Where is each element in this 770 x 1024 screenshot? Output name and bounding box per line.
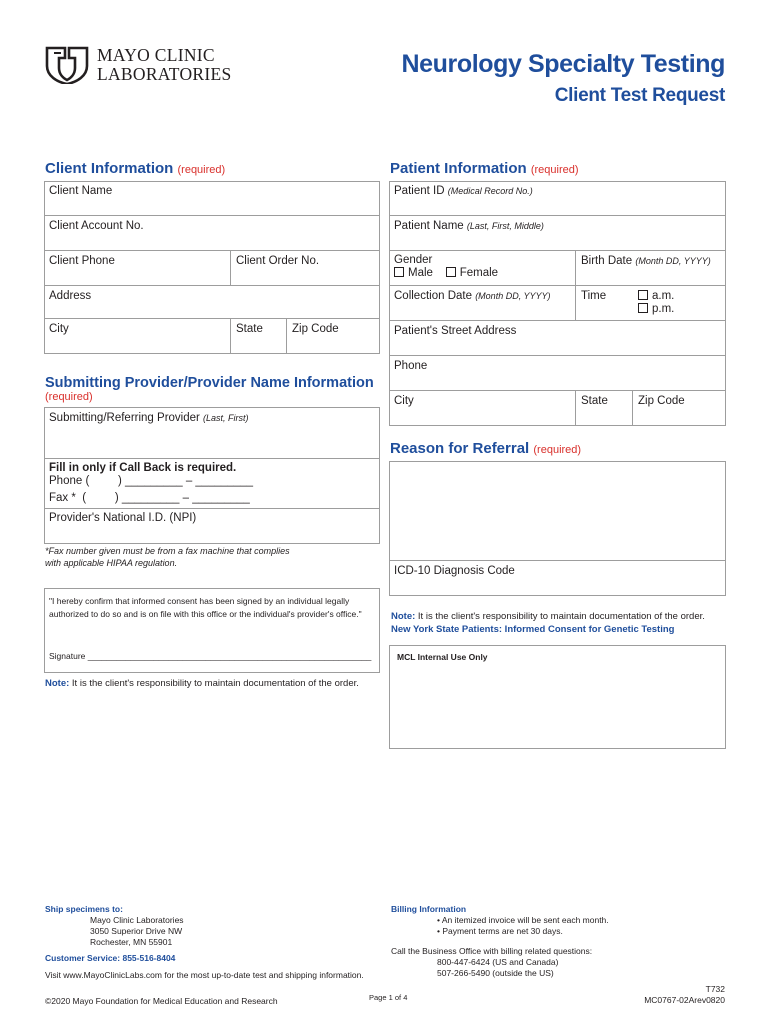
- gender-options: [394, 267, 498, 279]
- mayo-shield-icon: [45, 44, 89, 84]
- client-info-heading: Client Information (required): [45, 160, 226, 177]
- client-state-field[interactable]: State: [236, 323, 263, 335]
- ship-line1: Mayo Clinic Laboratories: [90, 915, 184, 925]
- ship-line3: Rochester, MN 55901: [90, 937, 173, 947]
- consent-line1: "I hereby confirm that informed consent has been signed by an individual legally: [49, 596, 350, 606]
- page-number: Page 1 of 4: [369, 993, 408, 1002]
- checkbox-icon: [638, 303, 648, 313]
- billing-phone1: 800-447-6424 (US and Canada): [437, 957, 559, 967]
- ship-line2: 3050 Superior Drive NW: [90, 926, 183, 936]
- icd10-field[interactable]: ICD-10 Diagnosis Code: [394, 565, 515, 577]
- checkbox-icon: [638, 290, 648, 300]
- billing-phone2: 507-266-5490 (outside the US): [437, 968, 554, 978]
- patient-id-field[interactable]: Patient ID (Medical Record No.): [394, 185, 533, 197]
- left-note: Note: It is the client's responsibility to maintain documentation of the order.: [45, 678, 359, 689]
- patient-city-field[interactable]: City: [394, 395, 414, 407]
- required-label: (required): [530, 164, 579, 176]
- client-phone-field[interactable]: Client Phone: [49, 255, 115, 267]
- callback-phone-field[interactable]: Phone ( ) _________ – _________: [49, 475, 253, 487]
- logo: [45, 44, 255, 88]
- right-note: Note: It is the client's responsibility to maintain documentation of the order.: [391, 611, 705, 622]
- street-address-field[interactable]: Patient's Street Address: [394, 325, 517, 337]
- required-label: (required): [533, 444, 582, 456]
- client-city-field[interactable]: City: [49, 323, 69, 335]
- consent-line2: authorized to do so and is on file with this office or the individual's provider's office.": [49, 609, 362, 619]
- form-code: T732: [705, 984, 725, 994]
- referral-heading: Reason for Referral (required): [390, 440, 582, 457]
- billing-label: Billing Information: [391, 904, 467, 914]
- ship-label: Ship specimens to:: [45, 904, 123, 914]
- page-title: Neurology Specialty Testing: [401, 50, 725, 78]
- provider-heading: Submitting Provider/Provider Name Information: [45, 375, 374, 391]
- patient-phone-field[interactable]: Phone: [394, 360, 428, 372]
- client-zip-field[interactable]: Zip Code: [292, 323, 339, 335]
- billing-line2: • Payment terms are net 30 days.: [437, 926, 563, 936]
- required-label: (required): [177, 164, 226, 176]
- patient-info-heading: Patient Information (required): [390, 160, 579, 177]
- client-account-field[interactable]: Client Account No.: [49, 220, 144, 232]
- patient-state-field[interactable]: State: [581, 395, 608, 407]
- page-subtitle: Client Test Request: [554, 85, 725, 106]
- revision-code: MC0767-02Arev0820: [644, 995, 725, 1005]
- client-order-field[interactable]: Client Order No.: [236, 255, 320, 267]
- mcl-internal-label: MCL Internal Use Only: [397, 652, 488, 662]
- signature-field[interactable]: Signature ____________________________________________________________: [49, 651, 372, 661]
- customer-service: Customer Service: 855-516-8404: [45, 953, 176, 963]
- callback-fax-field[interactable]: Fax * ( ) _________ – _________: [49, 492, 250, 504]
- client-name-field[interactable]: Client Name: [49, 185, 113, 197]
- birth-date-field[interactable]: Birth Date (Month DD, YYYY): [581, 255, 711, 267]
- gender-label: Gender: [394, 254, 433, 266]
- logo-line2: LABORATORIES: [97, 64, 232, 84]
- patient-zip-field[interactable]: Zip Code: [638, 395, 685, 407]
- copyright: ©2020 Mayo Foundation for Medical Education and Research: [45, 996, 278, 1006]
- am-checkbox[interactable]: a.m.: [638, 290, 674, 302]
- male-checkbox[interactable]: Male: [394, 267, 433, 279]
- provider-required-label: (required): [45, 391, 93, 403]
- billing-call: Call the Business Office with billing related questions:: [391, 946, 593, 956]
- callback-label: Fill in only if Call Back is required.: [49, 462, 237, 474]
- referring-provider-field[interactable]: Submitting/Referring Provider (Last, First): [49, 412, 249, 424]
- npi-field[interactable]: Provider's National I.D. (NPI): [49, 512, 197, 524]
- checkbox-icon: [446, 267, 456, 277]
- female-checkbox[interactable]: Female: [446, 267, 498, 279]
- fax-note-line1: *Fax number given must be from a fax machine that complies: [45, 546, 290, 556]
- client-address-field[interactable]: Address: [49, 290, 92, 302]
- visit-text: Visit www.MayoClinicLabs.com for the most up-to-date test and shipping information.: [45, 970, 364, 980]
- patient-name-field[interactable]: Patient Name (Last, First, Middle): [394, 220, 544, 232]
- collection-date-field[interactable]: Collection Date (Month DD, YYYY): [394, 290, 551, 302]
- time-field[interactable]: Time: [581, 290, 607, 302]
- pm-checkbox[interactable]: p.m.: [638, 303, 674, 315]
- ny-consent-note: New York State Patients: Informed Consent for Genetic Testing: [391, 624, 675, 635]
- checkbox-icon: [394, 267, 404, 277]
- logo-line1: MAYO CLINIC: [97, 45, 215, 65]
- billing-line1: • An itemized invoice will be sent each month.: [437, 915, 609, 925]
- fax-note-line2: with applicable HIPAA regulation.: [45, 558, 178, 568]
